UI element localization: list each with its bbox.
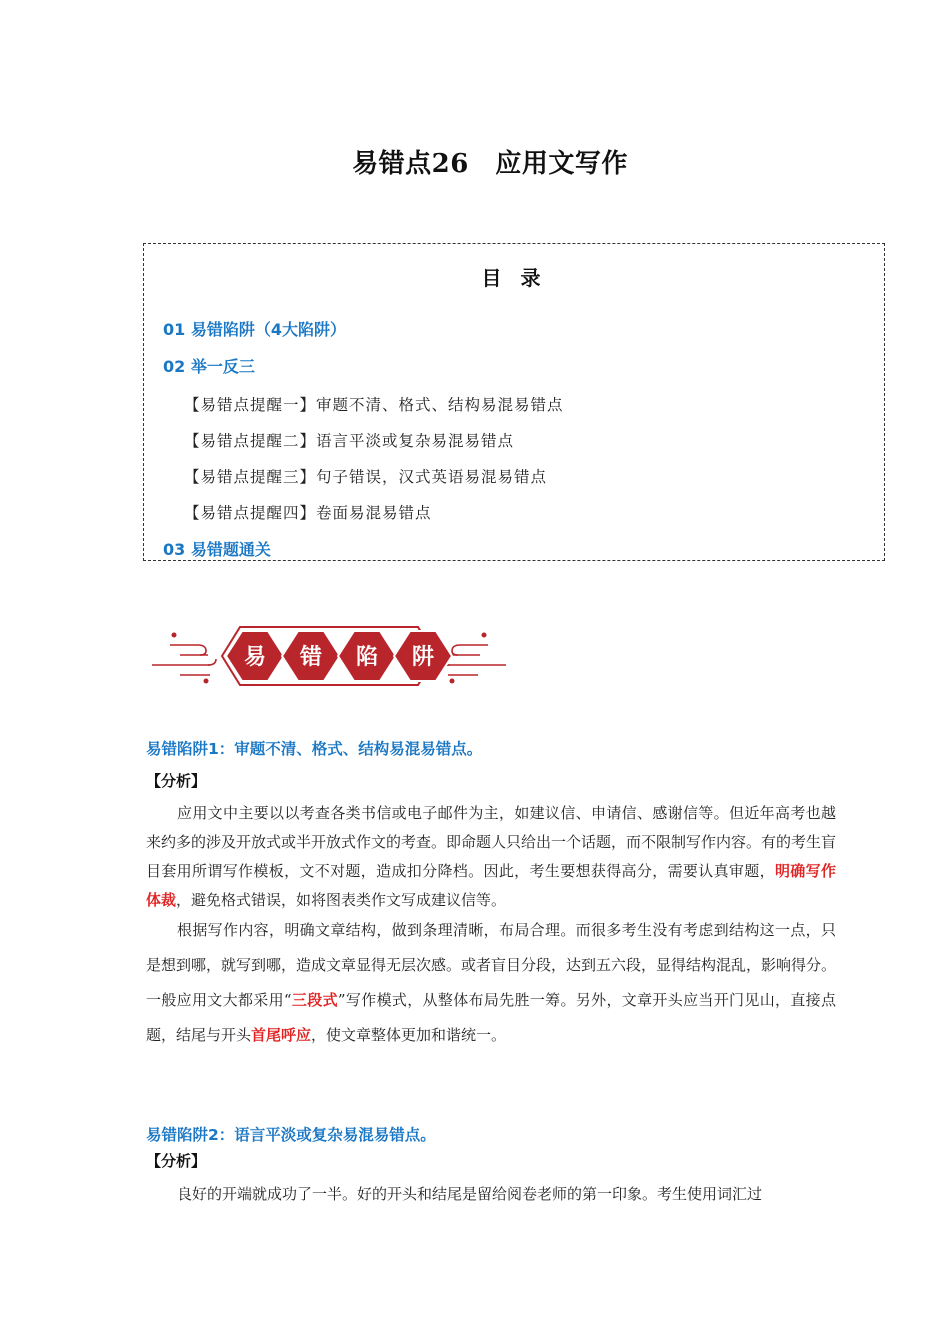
- toc-section-03[interactable]: 03 易错题通关: [163, 540, 271, 559]
- toc-item-reminder-2[interactable]: 【易错点提醒二】语言平淡或复杂易混易错点: [184, 432, 515, 450]
- right-dot-icon: [482, 633, 487, 638]
- highlight-text: 三段式: [291, 991, 338, 1009]
- text-run: ，使文章整体更加和谐统一。: [311, 1026, 507, 1044]
- banner-char-1: 易: [243, 645, 267, 670]
- trap-2-title: 易错陷阱2：语言平淡或复杂易混易错点。: [146, 1126, 436, 1144]
- toc-item-reminder-1[interactable]: 【易错点提醒一】审题不清、格式、结构易混易错点: [184, 396, 564, 414]
- table-of-contents: [143, 243, 885, 561]
- toc-item-reminder-3[interactable]: 【易错点提醒三】句子错误，汉式英语易混易错点: [184, 468, 548, 486]
- trap-1-paragraph-2: [146, 913, 836, 1053]
- toc-section-01[interactable]: 01 易错陷阱（4大陷阱）: [163, 320, 346, 339]
- text-run: ，避免格式错误，如将图表类作文写成建议信等。: [176, 891, 507, 909]
- left-dot-icon: [172, 633, 177, 638]
- text-run: 根据写作内容，明确文章结构，做到条理清晰，布局合理。而很多考生没有考虑到结构这一点，只是想到哪，就写到哪，造成文章显得无层次感。或者盲目分段，达到五六段，显得结构混乱，影响得分。一般应用文大都采用“: [146, 921, 837, 1009]
- left-dot-icon-2: [204, 679, 209, 684]
- highlight-text: 明确写作体裁: [146, 862, 836, 909]
- section-banner: [150, 623, 510, 689]
- trap-1-analysis-label: 【分析】: [146, 772, 207, 790]
- trap-1-title: 易错陷阱1：审题不清、格式、结构易混易错点。: [146, 740, 483, 758]
- banner-char-3: 陷: [355, 645, 379, 670]
- toc-item-reminder-4[interactable]: 【易错点提醒四】卷面易混易错点: [184, 504, 432, 522]
- left-ornament-icon: [152, 645, 216, 675]
- trap-2-analysis-label: 【分析】: [146, 1152, 207, 1170]
- text-run: ”写作模式，从整体布局先胜一筹。另外，文章开头应当开门见山，直接点题，结尾与开头: [146, 991, 837, 1044]
- highlight-text: 首尾呼应: [251, 1026, 312, 1044]
- right-ornament-icon: [442, 645, 506, 675]
- banner-char-2: 错: [299, 645, 323, 670]
- page-title: 易错点26 应用文写作: [352, 149, 628, 179]
- toc-heading: 目 录: [481, 266, 547, 290]
- toc-section-02[interactable]: 02 举一反三: [163, 357, 255, 376]
- banner-char-4: 阱: [411, 645, 435, 670]
- trap-1-paragraph-1: [146, 799, 836, 915]
- trap-2-paragraph-1: 良好的开端就成功了一半。好的开头和结尾是留给阅卷老师的第一印象。考生使用词汇过: [177, 1185, 763, 1203]
- text-run: 应用文中主要以以考查各类书信或电子邮件为主，如建议信、申请信、感谢信等。但近年高考也越来约多的涉及开放式或半开放式作文的考查。即命题人只给出一个话题，而不限制写作内容。有的考生盲目套用所谓写作模板，文不对题，造成扣分降档。因此，考生要想获得高分，需要认真审题，: [146, 804, 837, 880]
- right-dot-icon-2: [450, 679, 455, 684]
